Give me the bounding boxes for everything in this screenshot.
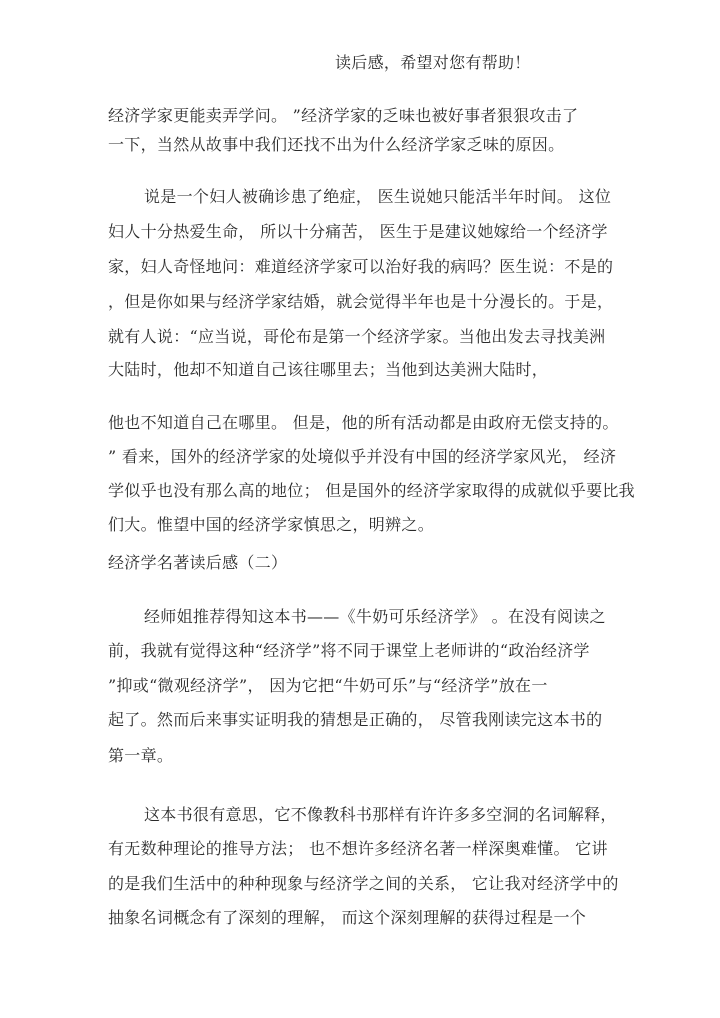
text-line: 们大。惟望中国的经济学家慎思之，明辨之。 [108, 515, 435, 534]
text-line: 说是一个妇人被确诊患了绝症， 医生说她只能活半年时间。 这位 [144, 187, 612, 206]
section-title: 经济学名著读后感（二） [108, 553, 288, 572]
text-line: 大陆时，他却不知道自己该往哪里去；当他到达美洲大陆时， [108, 360, 549, 379]
text-line: 家，妇人奇怪地问：难道经济学家可以治好我的病吗？医生说：不是的 [108, 257, 614, 276]
text-line: 这本书很有意思，它不像教科书那样有许许多多空洞的名词解释， [144, 805, 617, 824]
text-line: ” 看来，国外的经济学家的处境似乎并没有中国的经济学家风光， 经济 [108, 447, 617, 466]
text-line: 他也不知道自己在哪里。 但是，他的所有活动都是由政府无偿支持的。 [108, 413, 619, 432]
text-line: ”抑或“微观经济学”， 因为它把“牛奶可乐”与“经济学”放在一 [108, 676, 548, 695]
text-line: 起了。然而后来事实证明我的猜想是正确的， 尽管我刚读完这本书的 [108, 710, 603, 729]
text-line: 就有人说：“应当说，哥伦布是第一个经济学家。当他出发去寻找美洲 [108, 327, 606, 346]
text-line: 一下，当然从故事中我们还找不出为什么经济学家乏味的原因。 [108, 135, 565, 154]
text-line: 抽象名词概念有了深刻的理解， 而这个深刻理解的获得过程是一个 [108, 908, 587, 927]
text-line: 的是我们生活中的种种现象与经济学之间的关系， 它让我对经济学中的 [108, 874, 619, 893]
text-line: 经济学家更能卖弄学问。 ”经济学家的乏味也被好事者狠狠攻击了 [108, 106, 579, 125]
text-line: 经师姐推荐得知这本书——《牛奶可乐经济学》 。在没有阅读之 [144, 607, 606, 626]
text-line: 第一章。 [108, 746, 174, 765]
page-header: 读后感，希望对您有帮助！ [335, 53, 531, 72]
text-line: ，但是你如果与经济学家结婚，就会觉得半年也是十分漫长的。于是， [108, 292, 614, 311]
text-line: 前，我就有觉得这种“经济学”将不同于课堂上老师讲的“政治经济学 [108, 641, 590, 660]
text-line: 学似乎也没有那么高的地位； 但是国外的经济学家取得的成就似乎要比我 [108, 481, 635, 500]
text-line: 妇人十分热爱生命， 所以十分痛苦， 医生于是建议她嫁给一个经济学 [108, 222, 608, 241]
text-line: 有无数种理论的推导方法； 也不想许多经济名著一样深奥难懂。 它讲 [108, 839, 608, 858]
